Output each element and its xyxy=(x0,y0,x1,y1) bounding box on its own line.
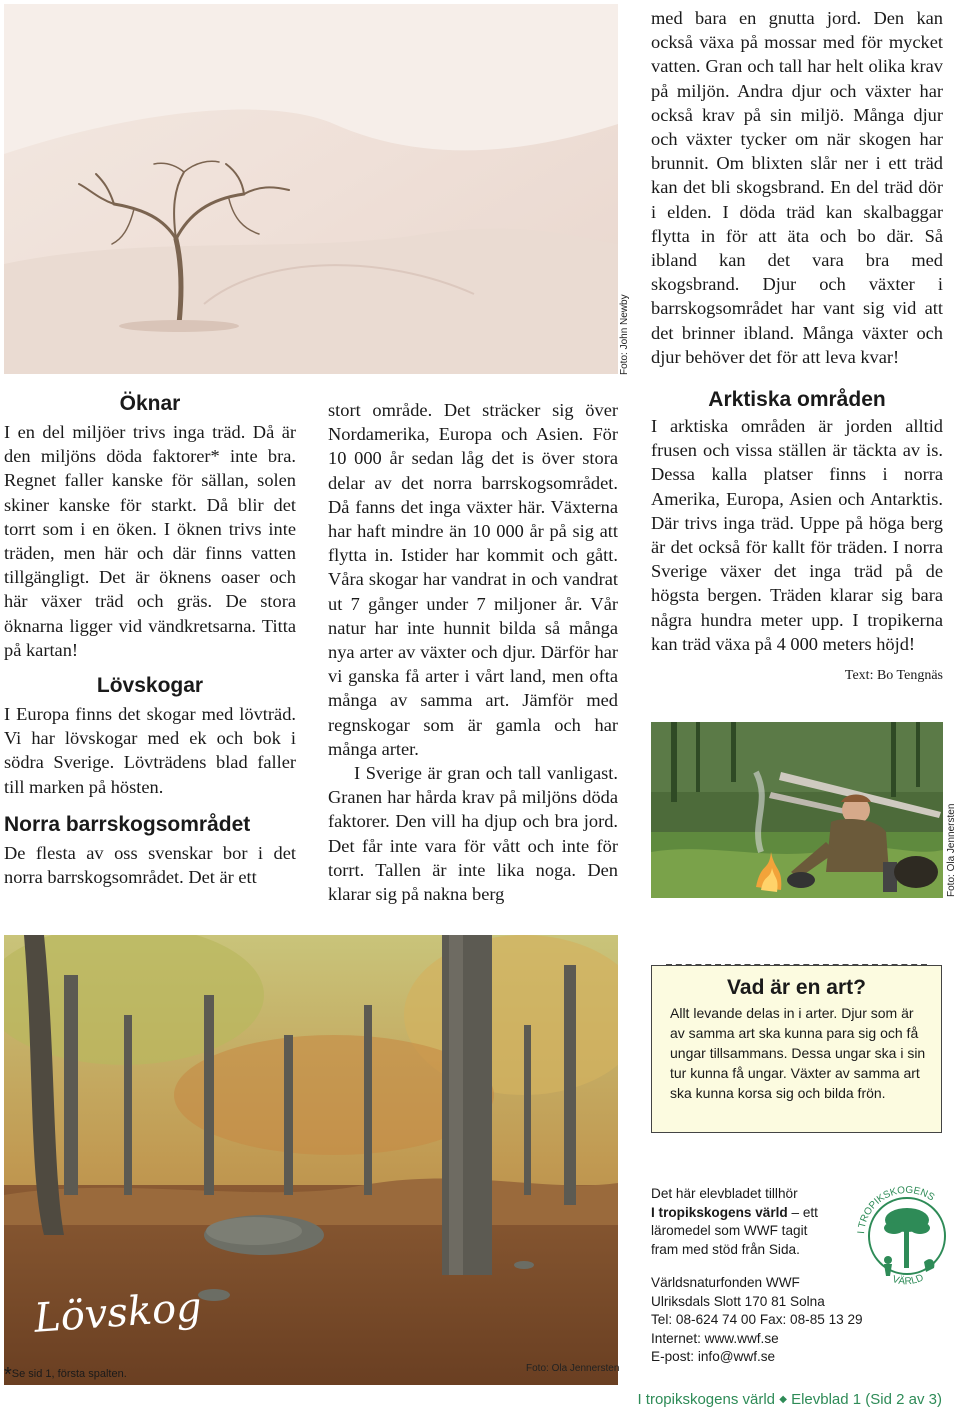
art-box-body: Allt levande delas in i arter. Djur som är av samma art ska kunna para sig och få ungar tillsammans. Dessa ungar ska i sin tur kunna få ungar. Växter av samma art ska kunna korsa sig och bilda frön. xyxy=(670,1005,926,1101)
arctic-photo-credit: Foto: Ola Jennersten xyxy=(946,803,957,897)
footnote-text: Se sid 1, första spalten. xyxy=(11,1368,127,1380)
page-footer xyxy=(637,1391,942,1408)
ownership-info xyxy=(651,1185,851,1259)
org-name: Världsnaturfonden WWF xyxy=(651,1275,800,1290)
middle-column xyxy=(328,398,618,906)
forest-photo-credit: Foto: Ola Jennersten xyxy=(526,1363,620,1374)
art-info-box xyxy=(651,965,942,1133)
info-line-2 xyxy=(651,1204,851,1223)
forest-photo xyxy=(4,935,618,1385)
logo-emblem xyxy=(852,1178,958,1290)
arctic-photo xyxy=(651,722,943,898)
desert-photo-credit: Foto: John Newby xyxy=(619,294,630,375)
tropikskogens-logo xyxy=(852,1178,958,1290)
footer-series: I tropikskogens värld xyxy=(637,1391,776,1408)
org-phone: Tel: 08-624 74 00 Fax: 08-85 13 29 xyxy=(651,1312,863,1327)
heading-norra-barrskogsomradet: Norra barrskogsområdet xyxy=(4,812,251,836)
right-column xyxy=(651,388,943,684)
info-line-4: fram med stöd från Sida. xyxy=(651,1241,800,1257)
heading-lovskogar: Lövskogar xyxy=(96,674,204,698)
heading-oknar: Öknar xyxy=(119,392,181,415)
footer-bullet-icon: ◆ xyxy=(779,1394,787,1405)
logo-text-bottom: VÄRLD xyxy=(890,1272,926,1288)
footer-sheet: Elevblad 1 (Sid 2 av 3) xyxy=(791,1391,942,1408)
left-column xyxy=(4,392,296,889)
middle-para-2: I Sverige är gran och tall vanligast. Granen har hårda krav på miljöns döda faktorer. Den vill ha djup och bra jord. Det får inte vara för vått och inte för torrt. Tallen är inte lika noga. Den klarar sig på nakna berg xyxy=(328,763,618,905)
org-email[interactable]: E-post: info@wwf.se xyxy=(651,1349,776,1364)
desert-photo xyxy=(4,4,618,374)
org-internet[interactable]: Internet: www.wwf.se xyxy=(651,1330,779,1346)
lovskogar-body: I Europa finns det skogar med lövträd. Vi har lövskogar med ek och bok i södra Sverige. Lövträdens blad faller till marken på hösten. xyxy=(4,704,296,797)
heading-arktiska: Arktiska områden xyxy=(708,388,886,411)
info-series-name: I tropikskogens värld xyxy=(651,1204,788,1220)
logo-text-top: I TROPIKSKOGENS xyxy=(855,1184,937,1235)
middle-para-1: stort område. Det sträcker sig över Nordamerika, Europa och Asien. För 10 000 år sedan låg det is över stora delar av det norra barrskogsområdet. Då fanns det inga växter här. Växterna har haft mindre än 10 000 år på sig att flytta in. Istider har kommit och gått. Våra skogar har vandrat in och vandrat ut 7 gånger under 7 miljoner år. Vår natur har inte hunnit bilda så många nya arter av växter och djur. Därför har vi ganska få arter i vårt land, men ofta många av samma art. Jämför med regnskogar som är gamla och har många arter. xyxy=(328,400,618,759)
oknar-body: I en del miljöer trivs inga träd. Då är den miljöns döda faktorer* inte bra. Regnet faller kanske för sällan, solen skiner kanske för starkt. Då blir det torrt som i en öken. I öknen trivs inte träden, men här och där finns vatten tillgängligt. Det är öknens oaser och här växer träd och gräs. De stora öknarna ligger vid vändkretsarna. Titta på kartan! xyxy=(4,422,296,660)
art-box-title: Vad är en art? xyxy=(727,976,866,999)
byline: Text: Bo Tengnäs xyxy=(844,668,943,684)
info-line-1: Det här elevbladet tillhör xyxy=(651,1186,798,1201)
footnote xyxy=(4,1364,127,1387)
right-top-text: med bara en gnutta jord. Den kan också växa på mossar med för mycket vatten. Gran och tall har helt olika krav på miljön. Andra djur och växter har också krav på sin miljö. Många djur och växter tycker om när skogen har brunnit. Om blixten slår ner i ett träd kan det bli skogsbrand. En del träd dör i elden. I döda träd kan skalbaggar flytta in för att äta och bo där. Så ibland kan det vara bra med skogsbrand. Djur och växter i barrskogsområdet har vant sig vid att det brinner ibland. Många växter och djur behöver det för att leva kvar! xyxy=(651,8,943,367)
org-address: Ulriksdals Slott 170 81 Solna xyxy=(651,1293,825,1309)
arktiska-body: I arktiska områden är jorden alltid frusen och vissa ställen är täckta av is. Dessa kalla platser finns i norra Amerika, Europa, Asien och Antarktis. Där trivs inga träd. Uppe på höga berg är det också för kallt för träden. I norra Sverige växer det inga träd på de högsta bergen. Träden klarar sig bara några hundra meter upp. I tropikerna kan träd växa på 4 000 meters höjd! xyxy=(651,416,943,654)
footnote-star: * xyxy=(4,1364,12,1386)
norra-body: De flesta av oss svenskar bor i det norra barrskogsområdet. Det är ett xyxy=(4,842,296,888)
info-line-3: läromedel som WWF tagit xyxy=(651,1223,808,1238)
info-line-2-rest: – ett xyxy=(787,1204,818,1220)
forest-photo-caption: Lövskog xyxy=(32,1284,204,1342)
